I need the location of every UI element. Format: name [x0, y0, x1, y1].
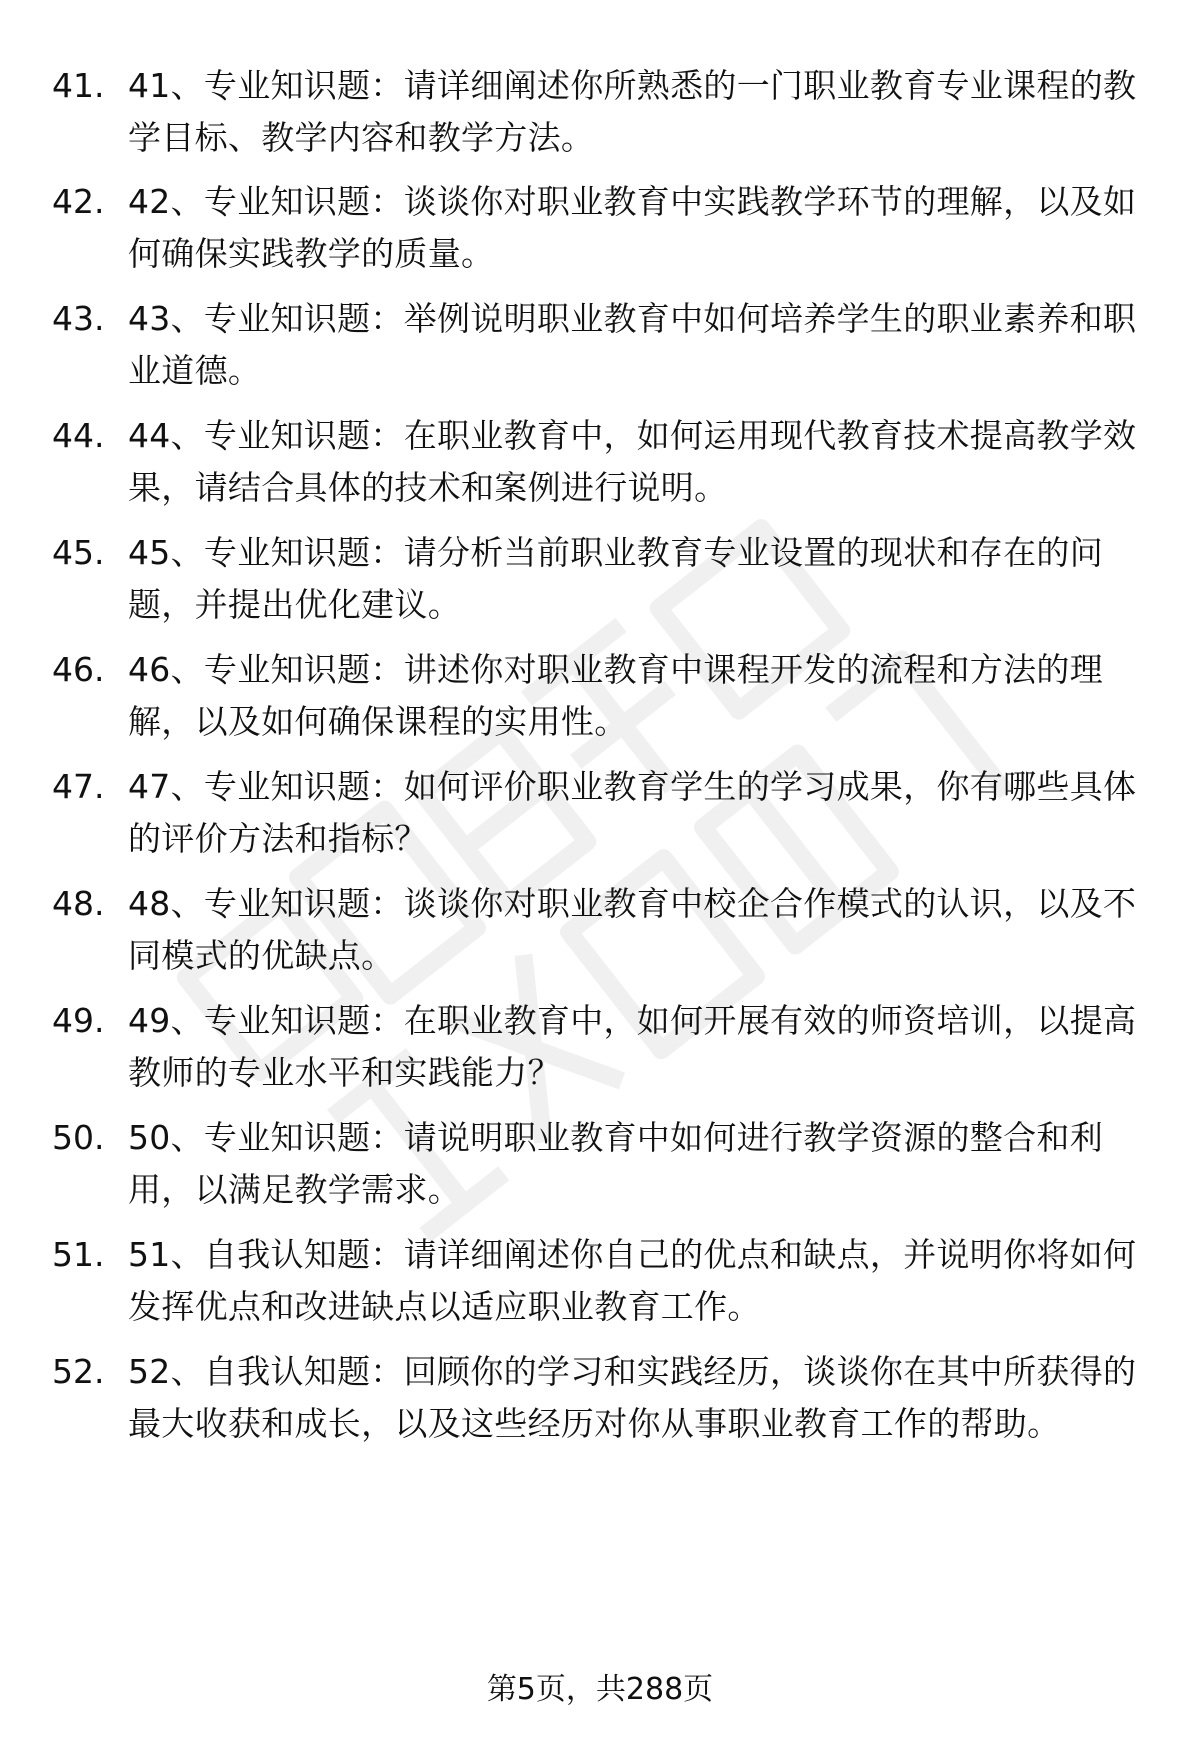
list-item [0, 60, 1200, 180]
list-item [0, 410, 1200, 530]
question-text: 41、专业知识题：请详细阐述你所熟悉的一门职业教育专业课程的教学目标、教学内容和教学方法。 [128, 66, 1137, 157]
list-item [0, 878, 1200, 998]
question-number: 42. [52, 182, 105, 221]
question-number: 51. [52, 1235, 105, 1274]
list-item [0, 176, 1200, 296]
question-number: 47. [52, 767, 105, 806]
list-item [0, 1346, 1200, 1526]
question-text: 52、自我认知题：回顾你的学习和实践经历，谈谈你在其中所获得的最大收获和成长，以及这些经历对你从事职业教育工作的帮助。 [128, 1352, 1137, 1443]
list-item [0, 761, 1200, 881]
question-number: 50. [52, 1118, 105, 1157]
question-number: 48. [52, 884, 105, 923]
question-number: 46. [52, 650, 105, 689]
list-item [0, 293, 1200, 413]
list-item [0, 995, 1200, 1115]
question-number: 43. [52, 299, 105, 338]
question-text: 45、专业知识题：请分析当前职业教育专业设置的现状和存在的问题，并提出优化建议。 [128, 533, 1103, 624]
question-text: 48、专业知识题：谈谈你对职业教育中校企合作模式的认识，以及不同模式的优缺点。 [128, 884, 1137, 975]
list-item [0, 1112, 1200, 1232]
question-number: 49. [52, 1001, 105, 1040]
list-item [0, 527, 1200, 647]
question-text: 50、专业知识题：请说明职业教育中如何进行教学资源的整合和利用，以满足教学需求。 [128, 1118, 1103, 1209]
question-number: 52. [52, 1352, 105, 1391]
question-text: 44、专业知识题：在职业教育中，如何运用现代教育技术提高教学效果，请结合具体的技术和案例进行说明。 [128, 416, 1137, 507]
question-text: 51、自我认知题：请详细阐述你自己的优点和缺点，并说明你将如何发挥优点和改进缺点以适应职业教育工作。 [128, 1235, 1137, 1326]
list-item [0, 644, 1200, 764]
question-text: 49、专业知识题：在职业教育中，如何开展有效的师资培训，以提高教师的专业水平和实践能力？ [128, 1001, 1137, 1092]
question-text: 42、专业知识题：谈谈你对职业教育中实践教学环节的理解，以及如何确保实践教学的质量。 [128, 182, 1137, 273]
question-number: 45. [52, 533, 105, 572]
question-number: 41. [52, 66, 105, 105]
question-number: 44. [52, 416, 105, 455]
question-text: 47、专业知识题：如何评价职业教育学生的学习成果，你有哪些具体的评价方法和指标？ [128, 767, 1137, 858]
question-text: 46、专业知识题：讲述你对职业教育中课程开发的流程和方法的理解，以及如何确保课程的实用性。 [128, 650, 1103, 741]
list-item [0, 1229, 1200, 1349]
page-number-footer: 第5页，共288页 [486, 1672, 714, 1707]
question-text: 43、专业知识题：举例说明职业教育中如何培养学生的职业素养和职业道德。 [128, 299, 1137, 390]
